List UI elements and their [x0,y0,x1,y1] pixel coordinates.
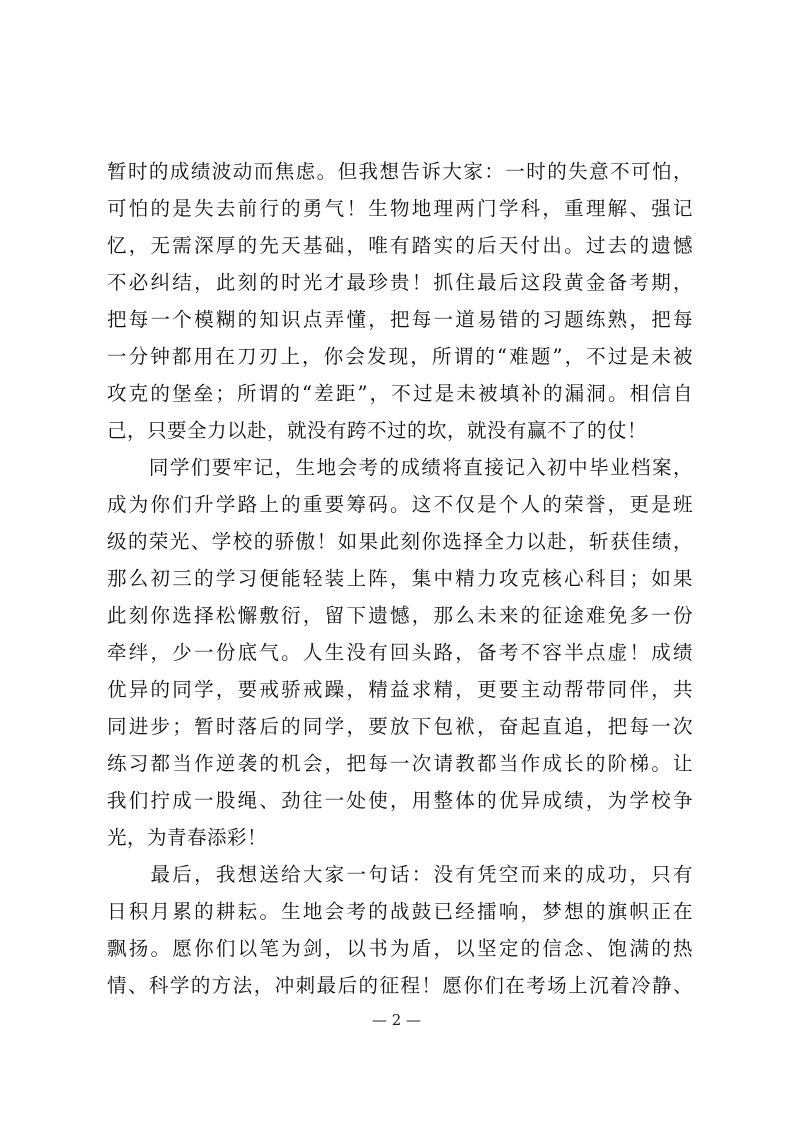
text-line: 光，为青春添彩！ [107,826,268,849]
text-line: 把每一个模糊的知识点弄懂，把每一道易错的习题练熟，把每 [107,308,693,331]
text-line: 攻克的堡垒；所谓的“差距”，不过是未被填补的漏洞。相信自 [107,382,693,405]
text-line: 优异的同学，要戒骄戒躁，精益求精，更要主动帮带同伴，共 [107,678,693,701]
text-line: 成为你们升学路上的重要筹码。这不仅是个人的荣誉，更是班 [107,493,693,516]
text-line: 日积月累的耕耘。生地会考的战鼓已经擂响，梦想的旗帜正在 [107,900,693,923]
text-line: 练习都当作逆袭的机会，把每一次请教都当作成长的阶梯。让 [107,752,693,775]
body-text [107,153,693,1004]
text-line: 一分钟都用在刀刃上，你会发现，所谓的“难题”，不过是未被 [107,345,693,368]
text-line: 此刻你选择松懈敷衍，留下遗憾，那么未来的征途难免多一份 [107,604,693,627]
text-line: 同学们要牢记，生地会考的成绩将直接记入初中毕业档案， [107,456,693,479]
page-number: — 2 — [371,1011,422,1029]
text-line: 忆，无需深厚的先天基础，唯有踏实的后天付出。过去的遗憾 [107,234,693,257]
text-line: 己，只要全力以赴，就没有跨不过的坎，就没有赢不了的仗！ [107,419,648,442]
text-line: 同进步；暂时落后的同学，要放下包袱，奋起直追，把每一次 [107,715,693,738]
text-line: 最后，我想送给大家一句话：没有凭空而来的成功，只有 [107,863,693,886]
text-line: 那么初三的学习便能轻装上阵，集中精力攻克核心科目；如果 [107,567,693,590]
text-line: 牵绊，少一份底气。人生没有回头路，备考不容半点虚！成绩 [107,641,693,664]
text-line: 飘扬。愿你们以笔为剑，以书为盾，以坚定的信念、饱满的热 [107,937,693,960]
text-line: 不必纠结，此刻的时光才最珍贵！抓住最后这段黄金备考期， [107,271,693,294]
text-line: 可怕的是失去前行的勇气！生物地理两门学科，重理解、强记 [107,197,693,220]
text-line: 情、科学的方法，冲刺最后的征程！愿你们在考场上沉着冷静、 [107,974,693,997]
text-line: 级的荣光、学校的骄傲！如果此刻你选择全力以赴，斩获佳绩， [107,530,693,553]
text-line: 暂时的成绩波动而焦虑。但我想告诉大家：一时的失意不可怕， [107,160,693,183]
text-line: 我们拧成一股绳、劲往一处使，用整体的优异成绩，为学校争 [107,789,693,812]
